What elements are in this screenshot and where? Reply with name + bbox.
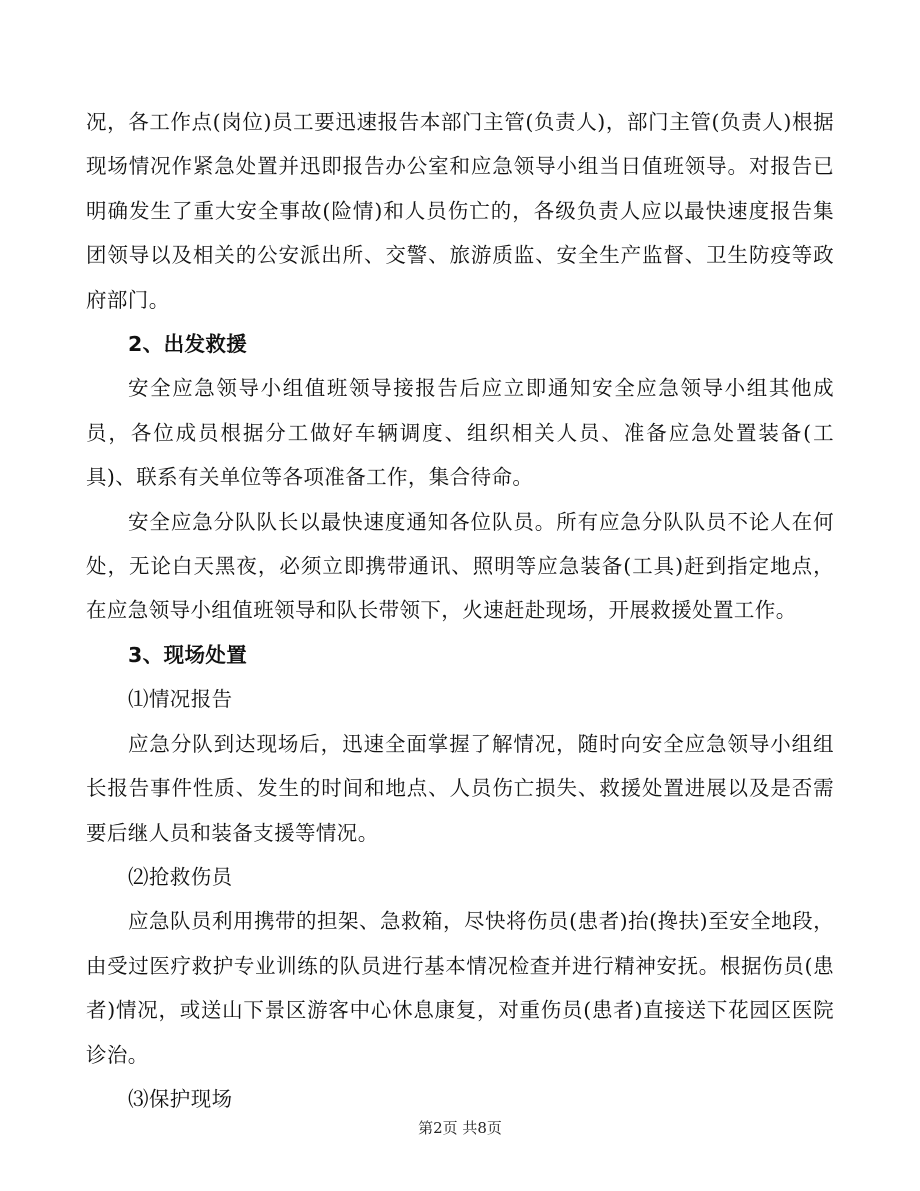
page-number-footer: 第2页 共8页 (418, 1119, 502, 1137)
section-heading-onsite-handling: 3、现场处置 (128, 642, 248, 667)
paragraph-team-assemble: 安全应急分队队长以最快速度通知各位队员。所有应急分队队员不论人在何处，无论白天黑夜，必须立即携带通讯、照明等应急装备(工具)赶到指定地点，在应急领导小组值班领导和队长带领下，火速赶赴现场，开展救援处置工作。 (86, 509, 834, 623)
subheading-situation-report: ⑴情况报告 (128, 687, 233, 712)
section-heading-rescue-dispatch: 2、出发救援 (128, 332, 248, 357)
paragraph-report-continuation: 况，各工作点(岗位)员工要迅速报告本部门主管(负责人)，部门主管(负责人)根据现场情况作紧急处置并迅即报告办公室和应急领导小组当日值班领导。对报告已明确发生了重大安全事故(险情)和人员伤亡的，各级负责人应以最快速度报告集团领导以及相关的公安派出所、交警、旅游质监、安全生产监督、卫生防疫等政府部门。 (86, 110, 834, 312)
paragraph-situation-report: 应急分队到达现场后，迅速全面掌握了解情况，随时向安全应急领导小组组长报告事件性质、发生的时间和地点、人员伤亡损失、救援处置进展以及是否需要后继人员和装备支援等情况。 (86, 731, 834, 845)
subheading-rescue-wounded: ⑵抢救伤员 (128, 864, 233, 889)
document-body (86, 100, 834, 1121)
subheading-protect-scene: ⑶保护现场 (128, 1086, 233, 1111)
paragraph-leader-notify: 安全应急领导小组值班领导接报告后应立即通知安全应急领导小组其他成员，各位成员根据分工做好车辆调度、组织相关人员、准备应急处置装备(工具)、联系有关单位等各项准备工作，集合待命。 (86, 376, 834, 490)
paragraph-rescue-wounded: 应急队员利用携带的担架、急救箱，尽快将伤员(患者)抬(搀扶)至安全地段，由受过医疗救护专业训练的队员进行基本情况检查并进行精神安抚。根据伤员(患者)情况，或送山下景区游客中心休息康复，对重伤员(患者)直接送下花园区医院诊治。 (86, 909, 834, 1067)
